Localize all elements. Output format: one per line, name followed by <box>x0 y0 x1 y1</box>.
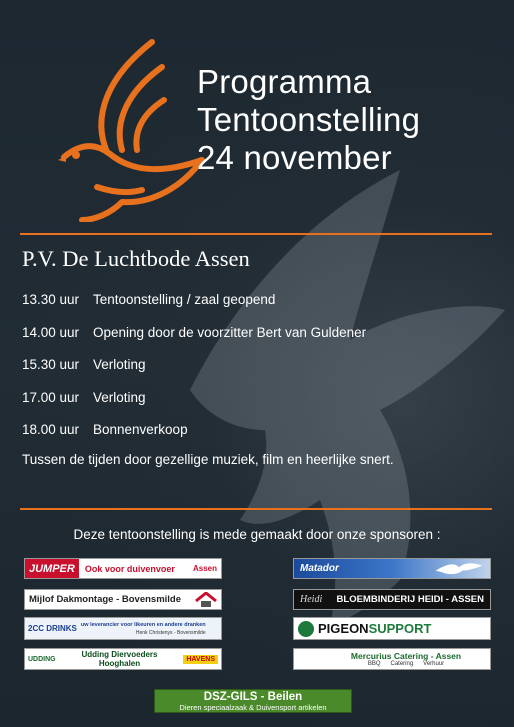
schedule-note: Tussen de tijden door gezellige muziek, film en heerlijke snert. <box>22 452 394 467</box>
title-line-1: Programma <box>197 63 372 100</box>
title-line-2: Tentoonstelling <box>197 101 421 138</box>
schedule-time: 14.00 uur <box>22 324 80 340</box>
page-title <box>197 63 497 177</box>
sponsor-jumper <box>24 558 222 579</box>
2cc-name: 2CC DRINKS <box>28 624 77 633</box>
schedule-event: Verloting <box>93 389 146 405</box>
sponsor-mercurius <box>293 648 491 670</box>
bottom-divider <box>20 508 492 510</box>
jumper-slogan: Ook voor duivenvoer <box>84 563 175 574</box>
schedule-item <box>22 292 502 325</box>
jumper-place: Assen <box>192 564 217 573</box>
havens-logo: HAVENS <box>183 655 218 664</box>
sponsor-heidi <box>293 589 491 610</box>
schedule-list <box>22 292 502 455</box>
mijlof-name: Mijlof Dakmontage - Bovensmilde <box>29 594 182 605</box>
mercurius-name: Mercurius Catering - Assen <box>350 651 462 661</box>
schedule-time: 15.30 uur <box>22 357 80 372</box>
schedule-item <box>22 325 502 358</box>
sponsor-dsz-gils <box>154 689 352 713</box>
schedule-event: Tentoonstelling / zaal geopend <box>93 292 276 307</box>
sponsor-udding <box>24 648 222 670</box>
title-line-3: 24 november <box>197 139 392 176</box>
mercurius-sub: BBQ Catering Verhuur <box>367 661 445 667</box>
udding-logo: UDDING <box>28 655 56 663</box>
club-name: P.V. De Luchtbode Assen <box>22 246 250 271</box>
roof-icon <box>195 592 217 608</box>
schedule-event: Verloting <box>93 357 146 372</box>
schedule-event: Bonnenverkoop <box>93 422 188 437</box>
schedule-time: 17.00 uur <box>22 389 80 405</box>
pigeon-support-part2: SUPPORT <box>368 621 432 636</box>
orange-dove-icon <box>52 22 212 222</box>
sponsor-mijlof <box>24 589 222 610</box>
2cc-sub: Henk Christenys - Bovensmilde <box>135 629 206 636</box>
sponsor-2cc-drinks <box>24 617 222 640</box>
dsz-name: DSZ-GILS - Beilen <box>203 690 303 703</box>
schedule-time: 18.00 uur <box>22 422 80 437</box>
schedule-item <box>22 357 502 390</box>
top-divider <box>20 233 492 235</box>
schedule-item <box>22 422 502 455</box>
pigeon-support-part1: PIGEON <box>318 621 369 636</box>
udding-line1: Udding Diervoeders <box>81 650 158 659</box>
heidi-signature: Heidi <box>300 594 323 605</box>
jumper-logo: JUMPER <box>25 559 79 578</box>
sponsor-matador <box>293 558 491 579</box>
heidi-name: BLOEMBINDERIJ HEIDI - ASSEN <box>336 594 484 605</box>
udding-line2: Hooghalen <box>98 659 141 668</box>
sponsor-pigeon-support <box>293 617 491 640</box>
dsz-sub: Dieren speciaalzaak & Duivensport artikelen <box>179 702 327 712</box>
2cc-tagline: uw leverancier voor likeuren en andere dranken <box>80 621 206 628</box>
schedule-time: 13.30 uur <box>22 292 80 307</box>
sponsor-intro: Deze tentoonstelling is mede gemaakt door onze sponsoren : <box>73 527 441 542</box>
flying-pigeon-icon <box>434 560 484 578</box>
schedule-item <box>22 390 502 423</box>
matador-name: Matador <box>300 563 339 574</box>
schedule-event: Opening door de voorzitter Bert van Guldener <box>93 324 367 340</box>
pigeon-support-logo-icon <box>298 621 314 637</box>
